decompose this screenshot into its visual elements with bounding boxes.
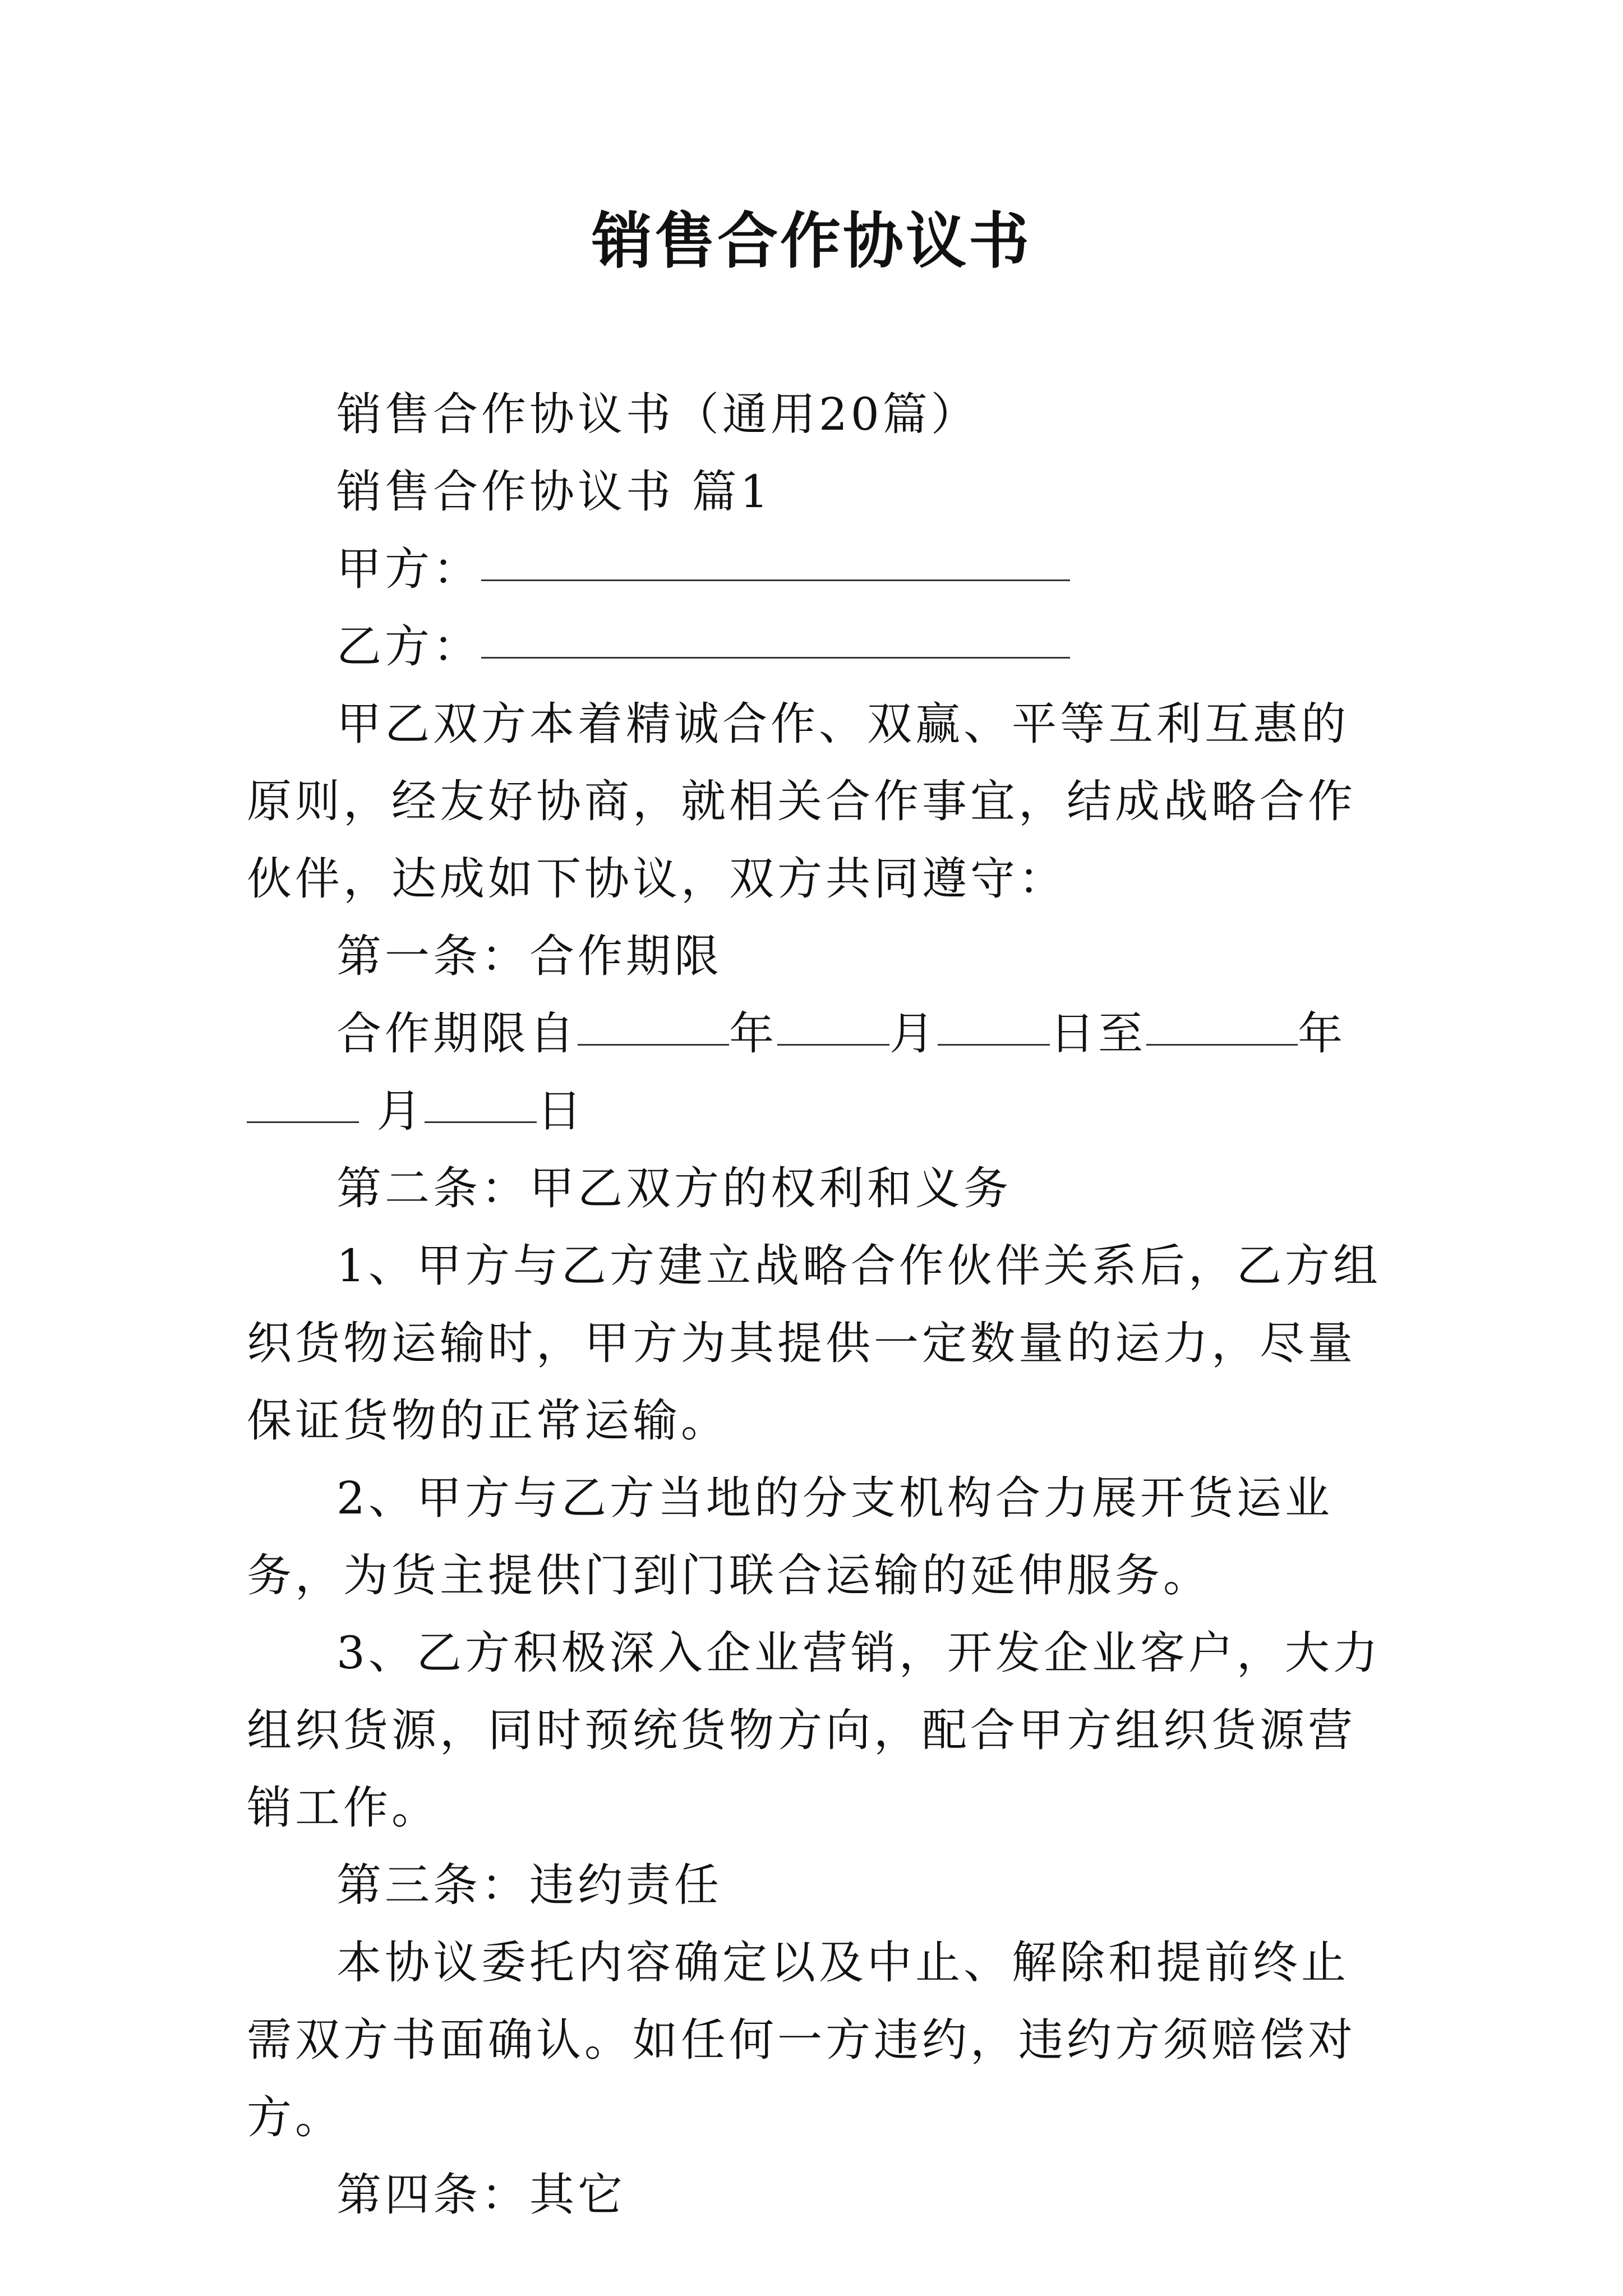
article1-heading: 第一条：合作期限 <box>336 930 722 982</box>
period-month2-label: 月 <box>376 1085 425 1137</box>
intro-paragraph: 甲乙双方本着精诚合作、双赢、平等互利互惠的原则，经友好协商，就相关合作事宜，结成战略合作伙伴，达成如下协议，双方共同遵守： <box>247 698 1356 905</box>
period-start-month-blank <box>777 1044 889 1046</box>
document-title: 销售合作协议书 <box>591 206 1031 277</box>
article3-text: 本协议委托内容确定以及中止、解除和提前终止需双方书面确认。如任何一方违约，违约方须赔偿对方。 <box>247 1936 1356 2143</box>
period-year2-label: 年 <box>1298 1007 1346 1060</box>
party-a-label: 甲方： <box>336 543 481 595</box>
party-b-blank <box>481 657 1070 659</box>
party-b-line <box>247 608 1391 685</box>
subtitle: 销售合作协议书（通用20篇） <box>336 388 979 440</box>
period-month1-label: 月 <box>889 1007 938 1060</box>
cooperation-period <box>247 995 1391 1150</box>
article2-item-2: 2、甲方与乙方当地的分支机构合力展开货运业务，为货主提供门到门联合运输的延伸服务。 <box>247 1472 1333 1602</box>
article2-item-3: 3、乙方积极深入企业营销，开发企业客户，大力组织货源，同时预统货物方向，配合甲方组织货源营销工作。 <box>247 1627 1381 1834</box>
period-end-year-tail-blank <box>247 1121 359 1123</box>
period-year1-label: 年 <box>729 1007 777 1060</box>
part-heading: 销售合作协议书 篇1 <box>336 466 772 518</box>
period-end-day-blank <box>425 1121 537 1123</box>
article3-heading: 第三条：违约责任 <box>336 1859 722 1911</box>
article2-item-1: 1、甲方与乙方建立战略合作伙伴关系后，乙方组织货物运输时，甲方为其提供一定数量的运力，尽量保证货物的正常运输。 <box>247 1240 1381 1447</box>
document-body <box>247 376 1391 2234</box>
party-b-label: 乙方： <box>336 620 481 673</box>
party-a-line <box>247 531 1391 608</box>
article2-heading: 第二条：甲乙双方的权利和义务 <box>336 1162 1012 1214</box>
period-start-day-blank <box>938 1044 1050 1046</box>
period-day2-label: 日 <box>537 1085 585 1137</box>
period-end-year-blank <box>1146 1044 1298 1046</box>
article4-heading: 第四条：其它 <box>336 2169 626 2221</box>
period-day-to-label: 日至 <box>1050 1007 1146 1060</box>
period-prefix: 合作期限自 <box>336 1007 578 1060</box>
party-a-blank <box>481 579 1070 581</box>
period-start-year-blank <box>578 1044 729 1046</box>
